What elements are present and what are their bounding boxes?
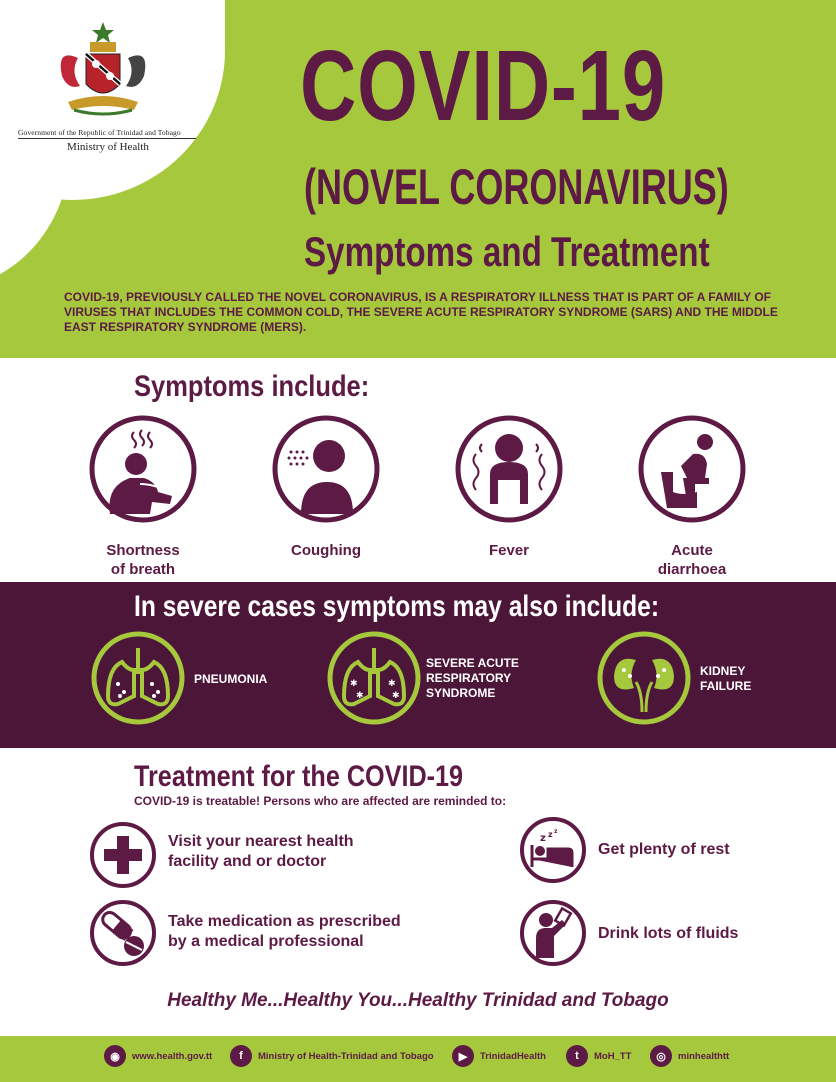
treatment-drink-fluids <box>598 924 738 944</box>
lungs-icon <box>90 630 186 726</box>
treatment-label-line1: Drink lots of fluids <box>598 925 739 942</box>
svg-text:z: z <box>540 833 546 844</box>
treatment-title: Treatment for the COVID-19 <box>134 760 464 793</box>
sleep-bed-icon <box>518 815 588 885</box>
svg-text:✱: ✱ <box>392 691 400 701</box>
severe-title: In severe cases symptoms may also include: <box>134 590 660 623</box>
severe-label-line2: FAILURE <box>700 679 752 693</box>
severe-label-line2: RESPIRATORY <box>426 671 512 685</box>
severe-label-line1: PNEUMONIA <box>194 672 268 686</box>
severe-label-kidney-failure <box>700 664 751 694</box>
youtube-icon: ▶ <box>452 1045 474 1067</box>
footer-instagram-text: minhealthtt <box>678 1050 730 1062</box>
facebook-icon: f <box>230 1045 252 1067</box>
svg-text:z: z <box>548 830 553 839</box>
symptom-coughing <box>251 414 401 560</box>
symptoms-title: Symptoms include: <box>134 370 370 403</box>
section-heading: Symptoms and Treatment <box>304 228 710 275</box>
footer-twitter-link[interactable] <box>566 1044 631 1068</box>
treatment-rest <box>598 840 730 860</box>
symptom-label-line1: Shortness <box>106 542 180 559</box>
svg-text:z: z <box>554 828 558 835</box>
footer-website-text: www.health.gov.tt <box>132 1050 213 1062</box>
svg-text:✱: ✱ <box>350 679 358 689</box>
severe-label-sars <box>426 656 519 701</box>
coat-of-arms-logo <box>48 20 158 125</box>
fever-icon <box>454 414 564 524</box>
symptom-acute-diarrhoea <box>617 414 767 579</box>
severe-label-line3: SYNDROME <box>426 686 496 700</box>
treatment-label-line1: Take medication as prescribed <box>168 913 401 930</box>
footer-youtube-text: TrinidadHealth <box>480 1050 546 1062</box>
shortness-of-breath-icon <box>88 414 198 524</box>
treatment-label-line1: Visit your nearest health <box>168 833 354 850</box>
treatment-label-line2: by a medical professional <box>168 933 364 950</box>
footer-facebook-text: Ministry of Health-Trinidad and Tobago <box>258 1050 434 1062</box>
drinking-icon <box>518 898 588 968</box>
symptom-label-line2: diarrhoea <box>657 561 727 578</box>
treatment-label-line2: facility and or doctor <box>168 853 327 870</box>
treatment-subtitle: COVID-19 is treatable! Persons who are affected are reminded to: <box>134 794 507 808</box>
main-title: COVID-19 <box>300 30 667 142</box>
instagram-icon: ◎ <box>650 1045 672 1067</box>
footer-youtube-link[interactable] <box>452 1044 546 1068</box>
intro-paragraph: COVID-19, PREVIOUSLY CALLED THE NOVEL CORONAVIRUS, IS A RESPIRATORY ILLNESS THAT IS PART OF A FAMILY OF VIRUSES THAT INCLUDES THE COMMON COLD, THE SEVERE ACUTE RESPIRATORY SYNDROME (SARS) AND THE MIDDLE EAST RESPIRATORY SYNDROME (MERS). <box>64 290 778 334</box>
subtitle: (NOVEL CORONAVIRUS) <box>304 159 729 215</box>
medical-cross-icon <box>88 820 158 890</box>
diarrhoea-icon <box>637 414 747 524</box>
svg-text:✱: ✱ <box>388 679 396 689</box>
globe-icon: ◉ <box>104 1045 126 1067</box>
footer-instagram-link[interactable] <box>650 1044 729 1068</box>
footer-website-link[interactable] <box>104 1044 212 1068</box>
twitter-icon: t <box>566 1045 588 1067</box>
government-line: Government of the Republic of Trinidad and Tobago <box>18 128 181 137</box>
treatment-label-line1: Get plenty of rest <box>598 841 730 858</box>
treatment-visit-doctor <box>168 832 354 872</box>
symptom-label-line1: Acute <box>671 542 713 559</box>
slogan: Healthy Me...Healthy You...Healthy Trinidad and Tobago <box>167 990 669 1011</box>
lungs-virus-icon <box>326 630 422 726</box>
ministry-name: Ministry of Health <box>67 141 149 153</box>
symptom-fever <box>434 414 584 560</box>
severe-label-pneumonia <box>194 672 267 687</box>
pills-icon <box>88 898 158 968</box>
symptom-shortness-of-breath <box>68 414 218 579</box>
symptom-label-line2: of breath <box>110 561 176 578</box>
severe-label-line1: KIDNEY <box>700 664 746 678</box>
kidney-icon <box>596 630 692 726</box>
symptom-label-line1: Coughing <box>291 542 361 559</box>
footer-twitter-text: MoH_TT <box>594 1050 632 1062</box>
svg-text:✱: ✱ <box>356 691 364 701</box>
treatment-take-medication <box>168 912 401 952</box>
divider <box>18 138 196 139</box>
coughing-icon <box>271 414 381 524</box>
symptom-label-line1: Fever <box>488 542 530 559</box>
severe-label-line1: SEVERE ACUTE <box>426 656 519 670</box>
footer-facebook-link[interactable] <box>230 1044 434 1068</box>
